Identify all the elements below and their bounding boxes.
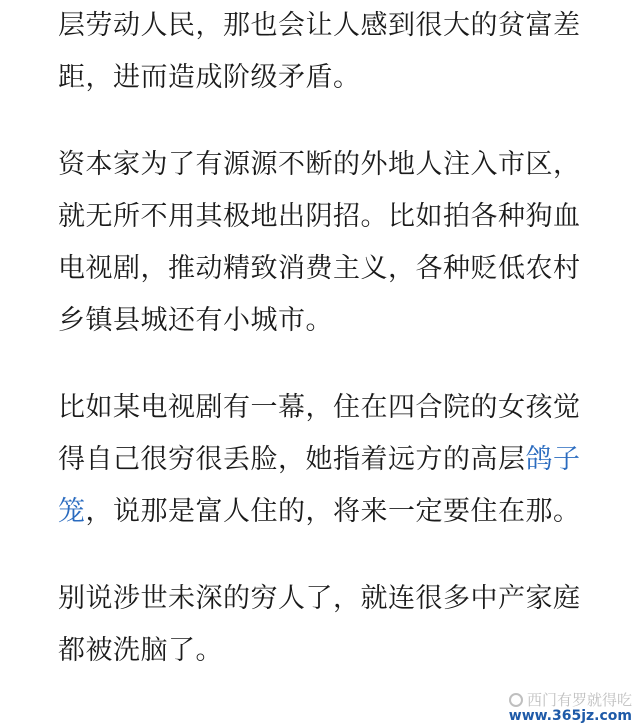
paragraph: [58, 573, 618, 677]
paragraph-line: 资本家为了有源源不断的外地人注入市区，: [58, 149, 581, 180]
line-text: 得自己很穷很丢脸，她指着远方的高层: [58, 444, 526, 475]
article-body: [58, 0, 618, 677]
paragraph: [58, 0, 618, 104]
paragraph-line: 电视剧，推动精致消费主义，各种贬低农村: [58, 253, 581, 284]
paragraph-line: 别说涉世未深的穷人了，就连很多中产家庭: [58, 583, 581, 614]
watermark-url: www.365jz.com: [508, 708, 632, 724]
paragraph: [58, 382, 618, 538]
paragraph-line: 就无所不用其极地出阴招。比如拍各种狗血: [58, 201, 581, 232]
keyword-link[interactable]: 笼: [58, 496, 86, 527]
paragraph-line: [58, 434, 618, 486]
line-text: ，说那是富人住的，将来一定要住在那。: [85, 496, 581, 527]
paragraph-line: [58, 486, 618, 538]
paragraph-line: 距，进而造成阶级矛盾。: [58, 62, 361, 93]
watermark-logo-icon: [509, 693, 523, 707]
watermark: [509, 692, 632, 724]
watermark-brand: 西门有罗就得吃: [526, 691, 632, 709]
paragraph-line: 层劳动人民，那也会让人感到很大的贫富差: [58, 10, 581, 41]
paragraph-line: 乡镇县城还有小城市。: [58, 305, 333, 336]
keyword-link[interactable]: 鸽子: [525, 444, 581, 475]
paragraph: [58, 139, 618, 347]
paragraph-line: 都被洗脑了。: [58, 635, 223, 666]
paragraph-line: 比如某电视剧有一幕，住在四合院的女孩觉: [58, 392, 581, 423]
